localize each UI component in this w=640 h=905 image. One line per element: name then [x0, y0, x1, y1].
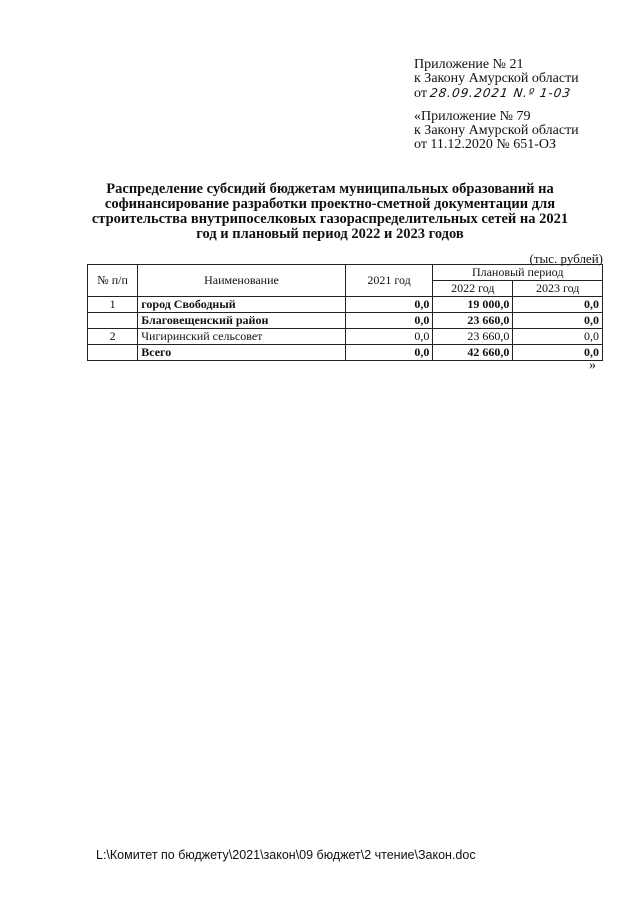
- prior-law-date: от 11.12.2020 № 651-ОЗ: [414, 137, 557, 152]
- row-num: 2: [88, 329, 138, 345]
- appendix-current-header: [414, 58, 579, 101]
- appendix-date-prefix: от: [414, 86, 427, 101]
- subsidy-table: [87, 264, 603, 361]
- appendix-number: Приложение № 21: [414, 57, 524, 72]
- row-2021: 0,0: [345, 313, 433, 329]
- appendix-prior-header: [414, 110, 579, 152]
- row-2022: 42 660,0: [433, 345, 513, 361]
- prior-appendix-number: «Приложение № 79: [414, 109, 531, 124]
- header-planned-period: Плановый период: [433, 265, 603, 281]
- table-row: [88, 329, 603, 345]
- row-num: [88, 345, 138, 361]
- table-total-row: [88, 345, 603, 361]
- row-2023: 0,0: [513, 313, 603, 329]
- row-2023: 0,0: [513, 297, 603, 313]
- file-path-footer: L:\Комитет по бюджету\2021\закон\09 бюджет\2 чтение\Закон.doc: [96, 848, 476, 862]
- row-num: [88, 313, 138, 329]
- prior-law-reference: к Закону Амурской области: [414, 123, 579, 138]
- appendix-date-line: [414, 86, 579, 101]
- table-row: [88, 313, 603, 329]
- row-2021: 0,0: [345, 297, 433, 313]
- handwritten-date-number: 28.09.2021 N.º 1-03: [429, 86, 573, 100]
- closing-quote-mark: »: [589, 358, 596, 373]
- units-label: (тыс. рублей): [529, 251, 603, 266]
- header-name: Наименование: [138, 265, 345, 297]
- header-2022: 2022 год: [433, 281, 513, 297]
- row-name: Благовещенский район: [138, 313, 345, 329]
- row-2022: 23 660,0: [433, 329, 513, 345]
- row-2022: 23 660,0: [433, 313, 513, 329]
- document-title: Распределение субсидий бюджетам муниципальных образований на софинансирование разработки проектно-сметной документации для строительства внутрипоселковых газораспределительных сетей на 2021 год и плановый период 2022 и 2023 годов: [91, 181, 569, 242]
- row-name: город Свободный: [138, 297, 345, 313]
- header-num: № п/п: [88, 265, 138, 297]
- row-name: Чигиринский сельсовет: [138, 329, 345, 345]
- row-2021: 0,0: [345, 329, 433, 345]
- row-2023: 0,0: [513, 329, 603, 345]
- row-name: Всего: [138, 345, 345, 361]
- header-2023: 2023 год: [513, 281, 603, 297]
- row-2022: 19 000,0: [433, 297, 513, 313]
- table-header-row: [88, 265, 603, 281]
- row-2023: 0,0: [513, 345, 603, 361]
- row-num: 1: [88, 297, 138, 313]
- table-row: [88, 297, 603, 313]
- appendix-law-reference: к Закону Амурской области: [414, 71, 579, 86]
- row-2021: 0,0: [345, 345, 433, 361]
- header-2021: 2021 год: [345, 265, 433, 297]
